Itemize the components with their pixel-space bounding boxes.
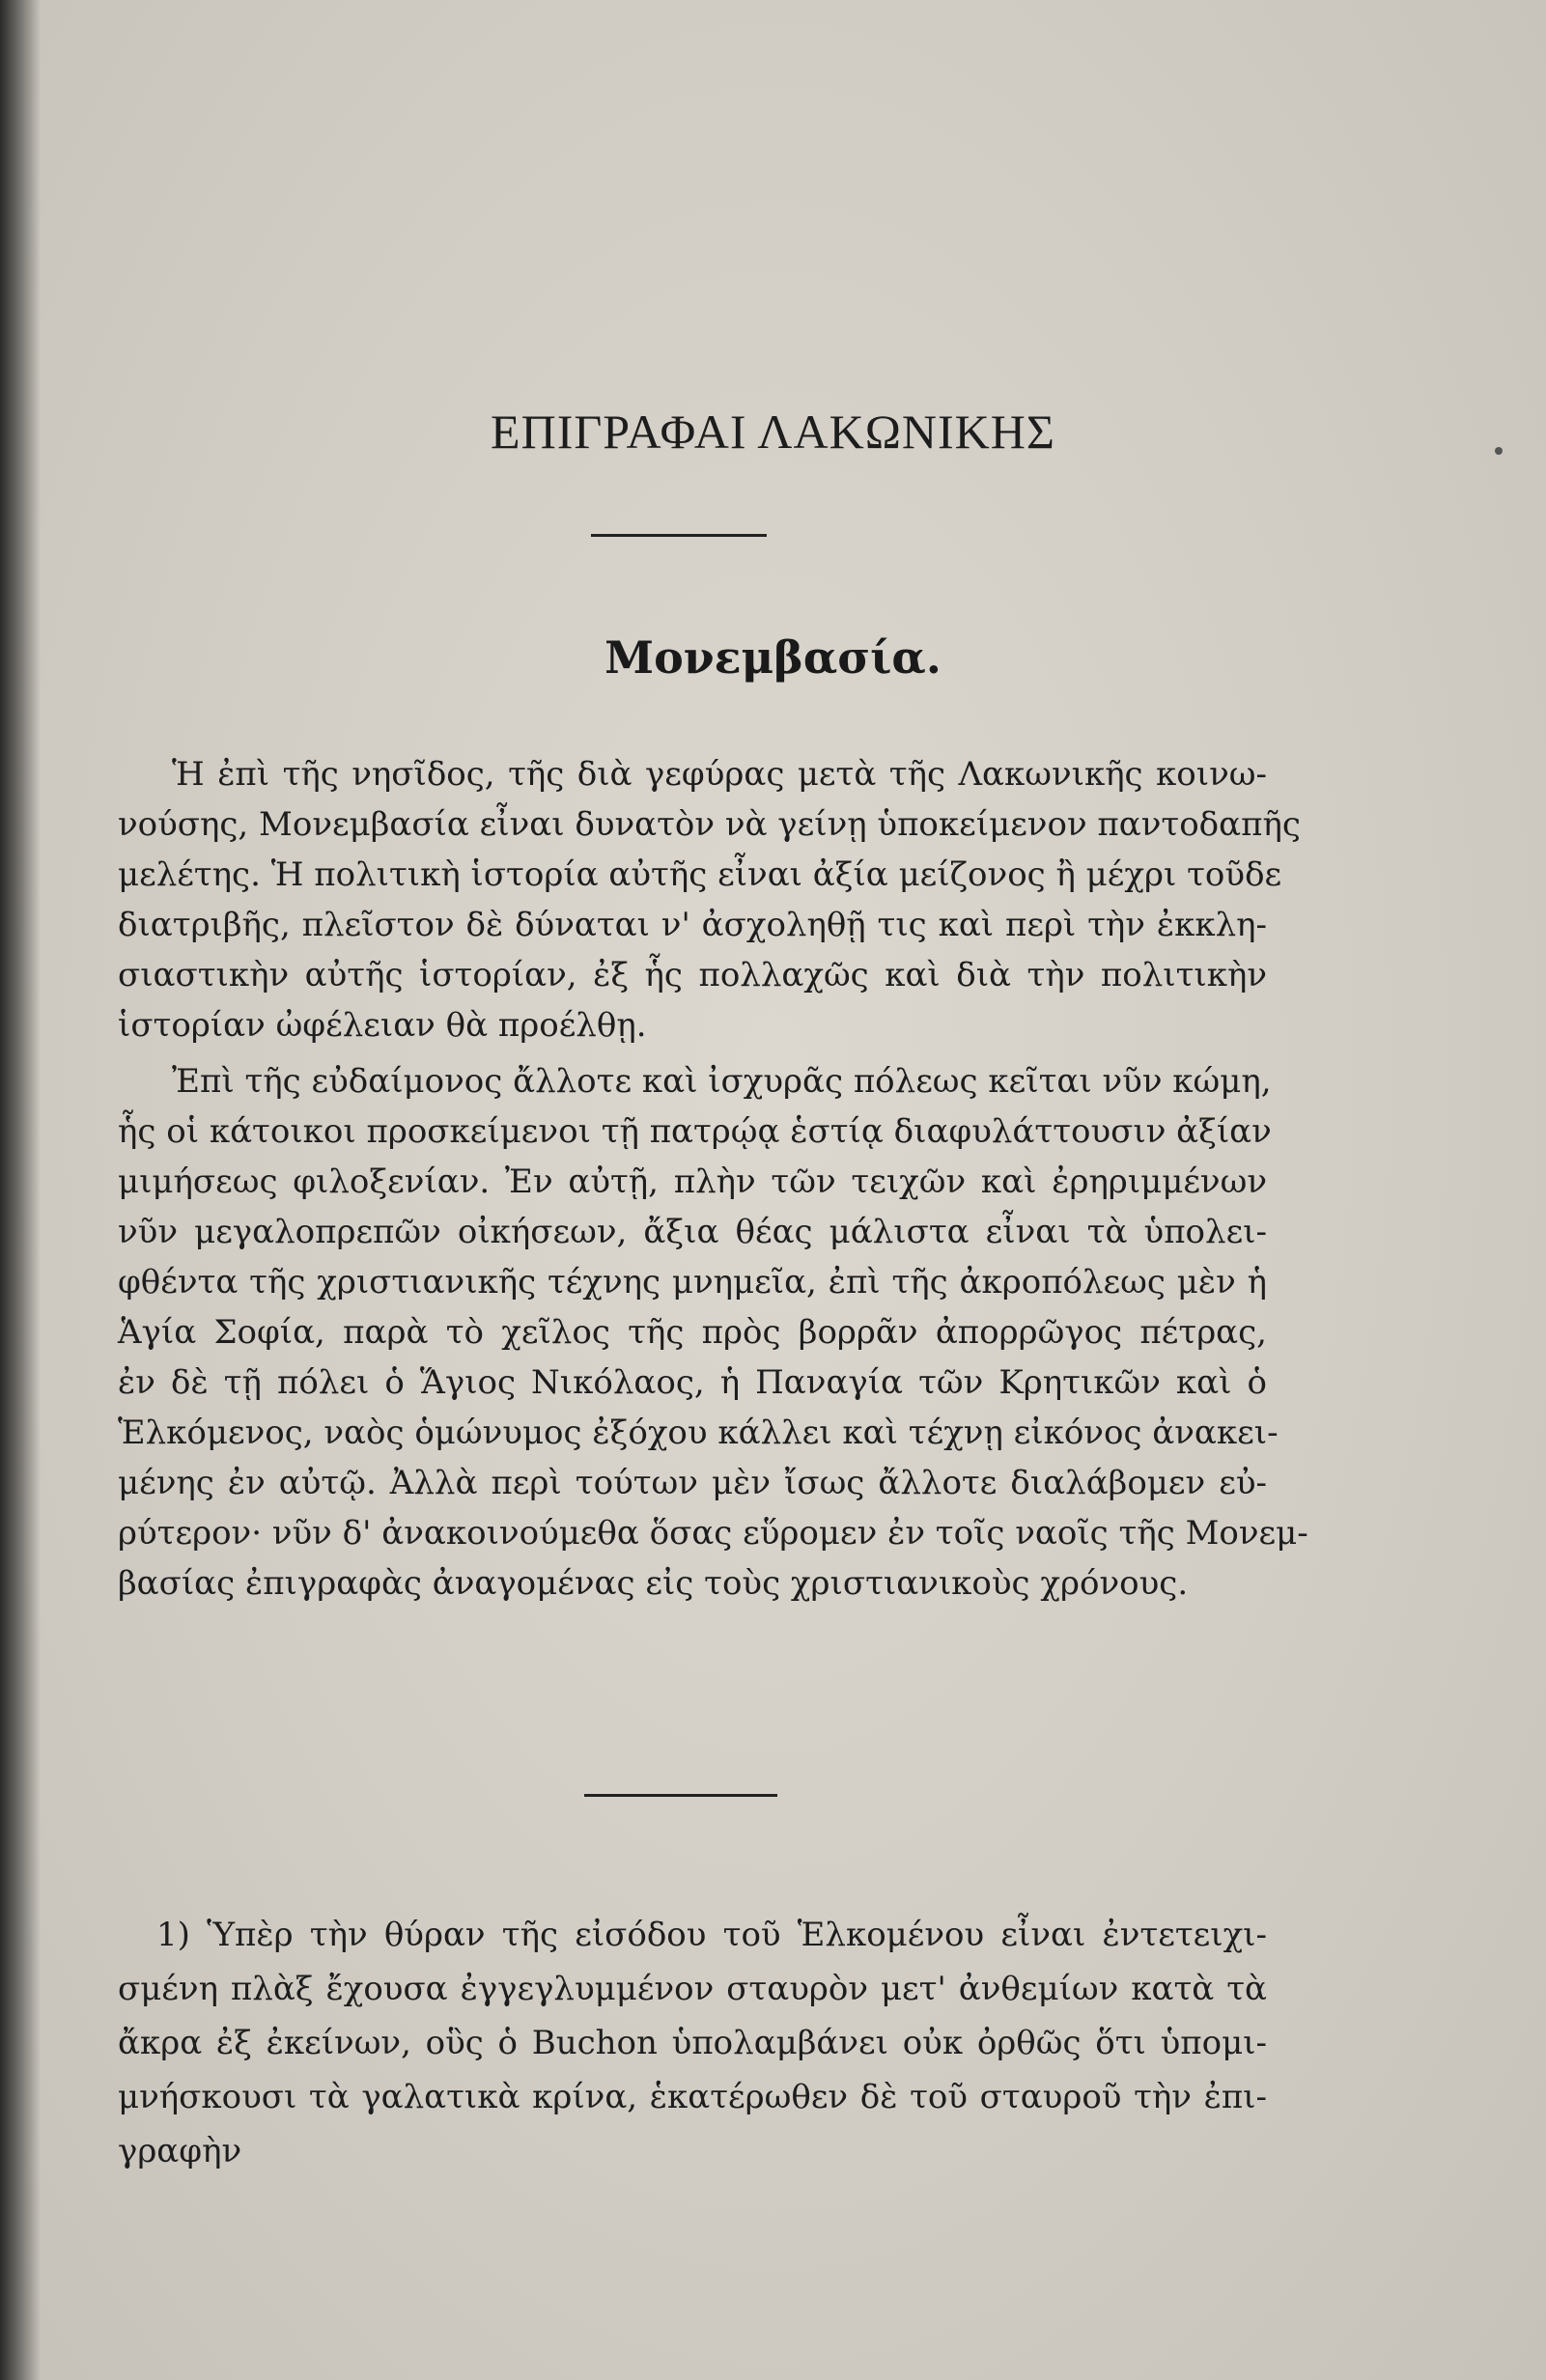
text-line: Ἡ ἐπὶ τῆς νησῖδος, τῆς διὰ γεφύρας μετὰ τῆς Λακωνικῆς κοινω-: [172, 755, 1267, 794]
text-line: νῦν μεγαλοπρεπῶν οἰκήσεων, ἄξια θέας μάλιστα εἶναι τὰ ὑπολει-: [118, 1213, 1267, 1251]
footnote-line: σμένη πλὰξ ἔχουσα ἐγγεγλυμμένον σταυρὸν μετ' ἀνθεμίων κατὰ τὰ: [118, 1970, 1267, 2008]
footnote-line: γραφὴν: [118, 2132, 242, 2170]
print-speck: [1495, 447, 1503, 455]
footnote-line: 1) Ὑπὲρ τὴν θύραν τῆς εἰσόδου τοῦ Ἑλκομένου εἶναι ἐντετειχι-: [156, 1916, 1267, 1954]
heading-rule: [591, 534, 767, 537]
section-rule: [584, 1794, 777, 1797]
text-line: βασίας ἐπιγραφὰς ἀναγομένας εἰς τοὺς χριστιανικοὺς χρόνους.: [118, 1564, 1189, 1603]
text-line: μελέτης. Ἡ πολιτικὴ ἱστορία αὐτῆς εἶναι ἀξία μείζονος ἢ μέχρι τοῦδε: [118, 855, 1282, 894]
footnote-line: ἄκρα ἐξ ἐκείνων, οὓς ὁ Buchon ὑπολαμβάνει οὐκ ὀρθῶς ὅτι ὑπομι-: [118, 2024, 1267, 2062]
page-heading: ΕΠΙΓΡΑΦΑΙ ΛΑΚΩΝΙΚΗΣ: [491, 405, 1055, 459]
text-line: Ἁγία Σοφία, παρὰ τὸ χεῖλος τῆς πρὸς βορρᾶν ἀπορρῶγος πέτρας,: [118, 1313, 1267, 1352]
text-line: ἱστορίαν ὠφέλειαν θὰ προέλθῃ.: [118, 1006, 647, 1045]
text-line: Ἑλκόμενος, ναὸς ὁμώνυμος ἐξόχου κάλλει καὶ τέχνῃ εἰκόνος ἀνακει-: [118, 1414, 1279, 1452]
text-line: ἐν δὲ τῇ πόλει ὁ Ἅγιος Νικόλαος, ἡ Παναγία τῶν Κρητικῶν καὶ ὁ: [118, 1363, 1267, 1402]
text-line: ρύτερον· νῦν δ' ἀνακοινούμεθα ὅσας εὕρομεν ἐν τοῖς ναοῖς τῆς Μονεμ-: [118, 1514, 1308, 1553]
text-line: μένης ἐν αὐτῷ. Ἀλλὰ περὶ τούτων μὲν ἴσως ἄλλοτε διαλάβομεν εὐ-: [118, 1464, 1267, 1502]
text-line: σιαστικὴν αὐτῆς ἱστορίαν, ἐξ ἧς πολλαχῶς καὶ διὰ τὴν πολιτικὴν: [118, 956, 1267, 994]
text-line: διατριβῆς, πλεῖστον δὲ δύναται ν' ἀσχοληθῇ τις καὶ περὶ τὴν ἐκκλη-: [118, 906, 1267, 944]
footnote-line: μνήσκουσι τὰ γαλατικὰ κρίνα, ἑκατέρωθεν δὲ τοῦ σταυροῦ τὴν ἐπι-: [118, 2078, 1267, 2116]
text-line: ἧς οἱ κάτοικοι προσκείμενοι τῇ πατρῴᾳ ἑστίᾳ διαφυλάττουσιν ἀξίαν: [118, 1112, 1272, 1151]
text-line: μιμήσεως φιλοξενίαν. Ἐν αὐτῇ, πλὴν τῶν τειχῶν καὶ ἐρηριμμένων: [118, 1162, 1267, 1201]
binding-shadow: [0, 0, 41, 2380]
text-line: φθέντα τῆς χριστιανικῆς τέχνης μνημεῖα, ἐπὶ τῆς ἀκροπόλεως μὲν ἡ: [118, 1263, 1267, 1302]
text-line: νούσης, Μονεμβασία εἶναι δυνατὸν νὰ γείνῃ ὑποκείμενον παντοδαπῆς: [118, 805, 1301, 844]
section-title: Μονεμβασία.: [604, 631, 942, 684]
text-line: Ἐπὶ τῆς εὐδαίμονος ἄλλοτε καὶ ἰσχυρᾶς πόλεως κεῖται νῦν κώμη,: [172, 1062, 1272, 1101]
